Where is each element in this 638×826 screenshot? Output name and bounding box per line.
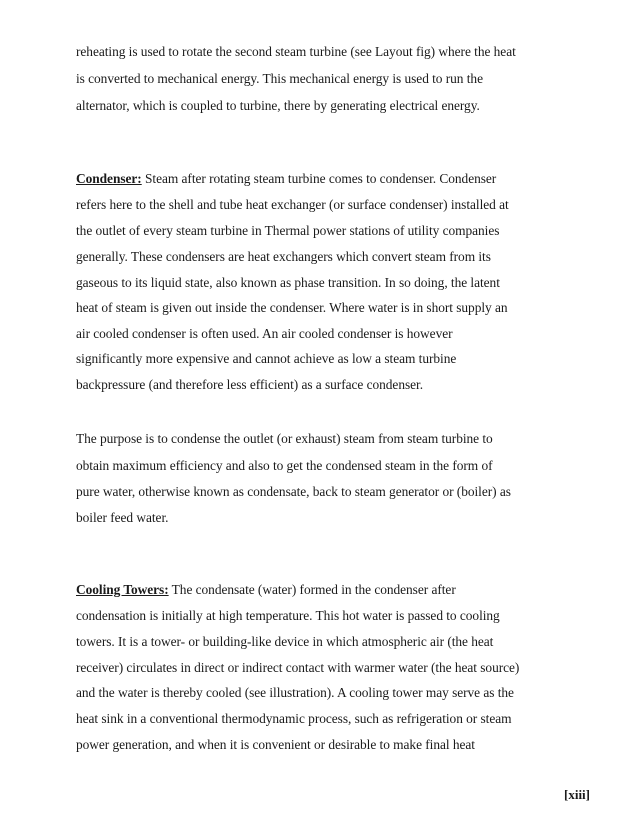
paragraph-line: power generation, and when it is convenient or desirable to make final heat xyxy=(76,737,475,752)
paragraph-line: The purpose is to condense the outlet (or exhaust) steam from steam turbine to xyxy=(76,431,493,446)
paragraph-line: significantly more expensive and cannot achieve as low a steam turbine xyxy=(76,351,457,366)
paragraph-line: towers. It is a tower- or building-like device in which atmospheric air (the heat xyxy=(76,634,494,649)
condenser-first-line-text: Steam after rotating steam turbine comes to condenser. Condenser xyxy=(141,171,497,186)
cooling-first-line xyxy=(76,582,456,598)
cooling-towers-heading: Cooling Towers: xyxy=(76,582,169,597)
page-number: [xiii] xyxy=(564,787,590,802)
paragraph-line: gaseous to its liquid state, also known as phase transition. In so doing, the latent xyxy=(76,275,500,290)
paragraph-line: generally. These condensers are heat exchangers which convert steam from its xyxy=(76,249,491,264)
paragraph-line: and the water is thereby cooled (see illustration). A cooling tower may serve as the xyxy=(76,685,514,700)
paragraph-line: condensation is initially at high temperature. This hot water is passed to cooling xyxy=(76,608,500,623)
paragraph-line: obtain maximum efficiency and also to get the condensed steam in the form of xyxy=(76,458,493,473)
paragraph-line: boiler feed water. xyxy=(76,510,169,525)
paragraph-line: air cooled condenser is often used. An air cooled condenser is however xyxy=(76,326,453,341)
condenser-first-line xyxy=(76,171,496,187)
paragraph-line: receiver) circulates in direct or indirect contact with warmer water (the heat source) xyxy=(76,660,520,675)
paragraph-line: pure water, otherwise known as condensate, back to steam generator or (boiler) as xyxy=(76,484,511,499)
paragraph-line: backpressure (and therefore less efficient) as a surface condenser. xyxy=(76,377,423,392)
paragraph-line: heat sink in a conventional thermodynamic process, such as refrigeration or steam xyxy=(76,711,512,726)
paragraph-line: refers here to the shell and tube heat exchanger (or surface condenser) installed at xyxy=(76,197,509,212)
condenser-heading: Condenser: xyxy=(76,171,142,186)
cooling-first-line-text: The condensate (water) formed in the condenser after xyxy=(168,582,456,597)
paragraph-line: the outlet of every steam turbine in Thermal power stations of utility companies xyxy=(76,223,500,238)
paragraph-line: alternator, which is coupled to turbine, there by generating electrical energy. xyxy=(76,98,480,113)
paragraph-line: is converted to mechanical energy. This mechanical energy is used to run the xyxy=(76,71,483,86)
paragraph-line: heat of steam is given out inside the condenser. Where water is in short supply an xyxy=(76,300,508,315)
paragraph-line: reheating is used to rotate the second steam turbine (see Layout fig) where the heat xyxy=(76,44,516,59)
